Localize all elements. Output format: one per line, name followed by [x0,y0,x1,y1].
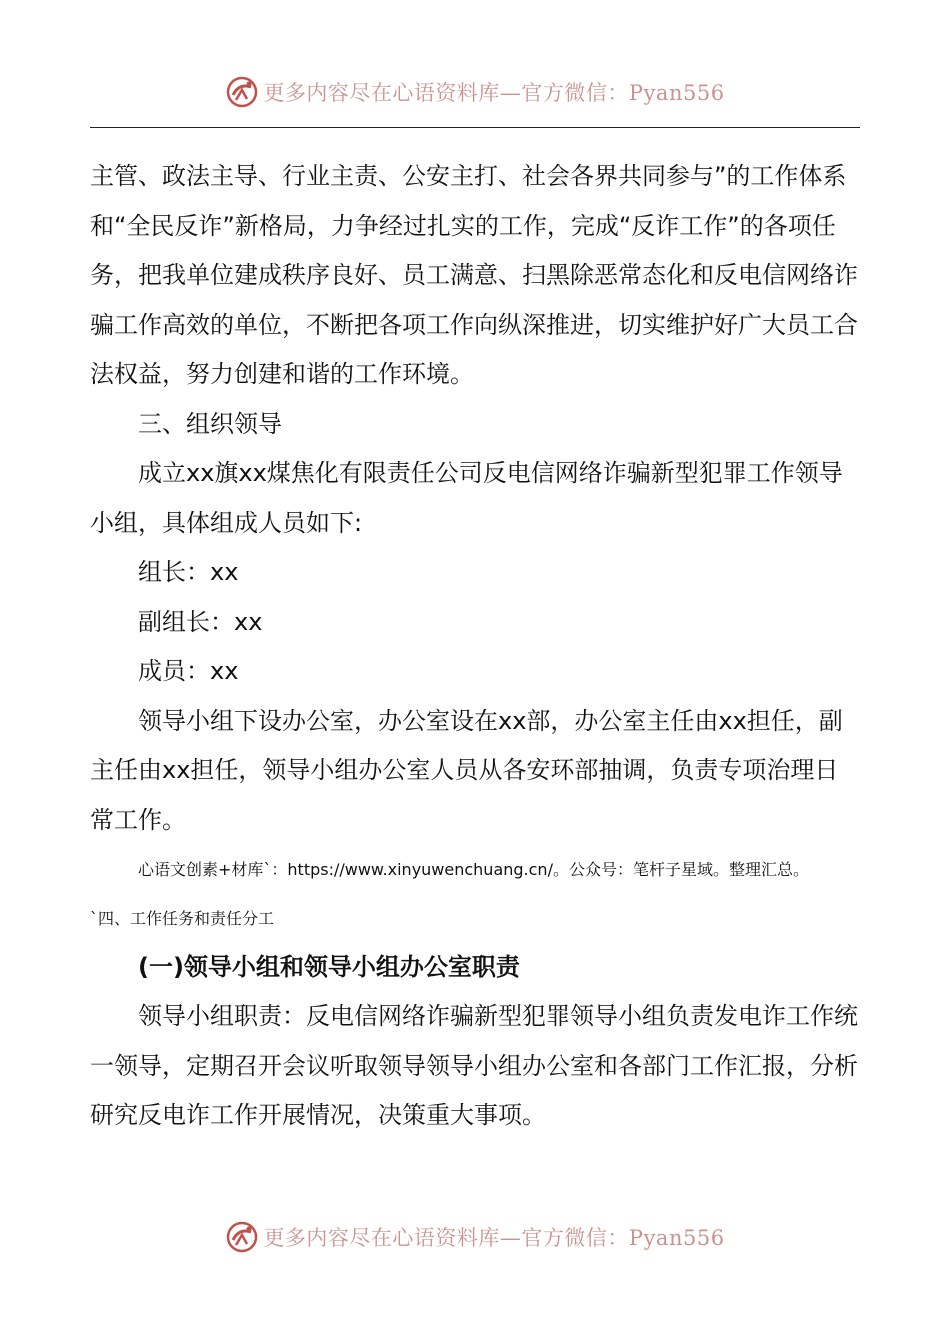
header-divider [90,127,860,128]
document-body [90,152,880,1141]
source-note: 心语文创素+材库`：https://www.xinyuwenchuang.cn/。公众号：笔杆子星域。整理汇总。 [138,860,809,879]
paragraph-group-duties: 领导小组职责：反电信网络诈骗新型犯罪领导小组负责发电诈工作统一领导，定期召开会议听取领导领导小组办公室和各部门工作汇报，分析研究反电诈工作开展情况，决策重大事项。 [90,1002,858,1129]
members-line: 成员：xx [138,657,239,685]
footer-banner-text: 更多内容尽在心语资料库—官方微信：Pyan556 [263,1226,725,1250]
brand-logo-icon [225,1220,259,1254]
section-heading-tasks: `四、工作任务和责任分工 [90,909,275,928]
deputy-leader-line: 副组长：xx [138,607,263,636]
subsection-heading-duties: (一)领导小组和领导小组办公室职责 [138,953,520,981]
header-banner [0,72,950,112]
section-heading-organization: 三、组织领导 [138,409,282,438]
paragraph-office-setup: 领导小组下设办公室，办公室设在xx部，办公室主任由xx担任，副主任由xx担任，领导小组办公室人员从各安环部抽调，负责专项治理日常工作。 [90,706,843,834]
paragraph-intro-continued: 主管、政法主导、行业主责、公安主打、社会各界共同参与”的工作体系和“全民反诈”新格局，力争经过扎实的工作，完成“反诈工作”的各项任务，把我单位建成秩序良好、员工满意、扫黑除恶常态化和反电信网络诈骗工作高效的单位，不断把各项工作向纵深推进，切实维护好广大员工合法权益，努力创建和谐的工作环境。 [90,162,858,388]
footer-banner [0,1217,950,1257]
brand-logo-icon [225,75,259,109]
paragraph-establish-group: 成立xx旗xx煤焦化有限责任公司反电信网络诈骗新型犯罪工作领导小组，具体组成人员如下: [90,459,843,537]
group-leader-line: 组长：xx [138,558,239,586]
header-banner-text: 更多内容尽在心语资料库—官方微信：Pyan556 [263,81,725,105]
